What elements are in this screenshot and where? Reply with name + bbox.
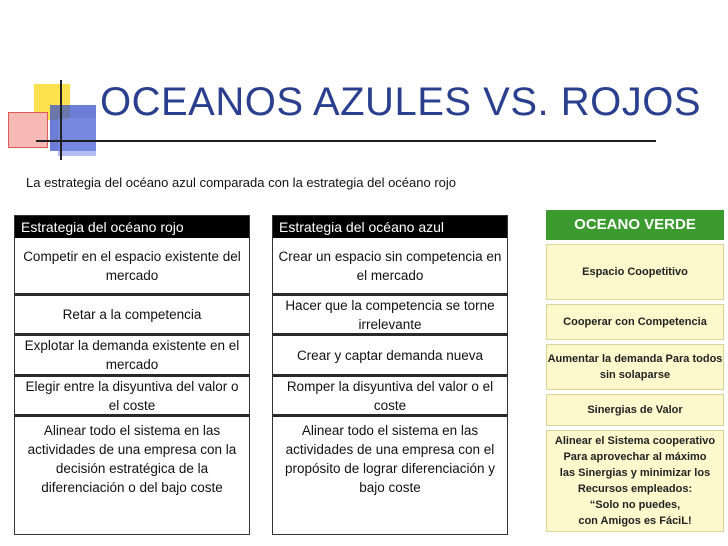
blue-table-row: Alinear todo el sistema en las actividades de una empresa con el propósito de lograr diferenciación y bajo coste [284, 423, 496, 495]
red-table-row: Explotar la demanda existente en el mercado [15, 336, 249, 377]
blue-table-row: Crear un espacio sin competencia en el mercado [273, 238, 507, 296]
green-final-line: “Solo no puedes, [589, 499, 681, 511]
blue-table-row: Romper la disyuntiva del valor o el coste [273, 377, 507, 417]
blue-table-row: Crear y captar demanda nueva [273, 336, 507, 377]
red-table-header: Estrategia del océano rojo [15, 216, 249, 238]
green-final-line: con Amigos es FáciL! [578, 515, 692, 527]
green-final-line: las Sinergias y minimizar los [559, 467, 711, 479]
green-ocean-item-final [546, 430, 724, 532]
decor-red-square [8, 112, 48, 148]
title-underline [36, 140, 656, 142]
green-ocean-item: Aumentar la demanda Para todos sin solaparse [546, 344, 724, 390]
slide-title: OCEANOS AZULES VS. ROJOS [100, 80, 702, 124]
green-ocean-column [546, 210, 724, 532]
red-table-row: Competir en el espacio existente del mercado [15, 238, 249, 296]
green-ocean-item: Cooperar con Competencia [546, 304, 724, 340]
green-final-line: Para aprovechar al máximo [563, 451, 707, 463]
green-ocean-item: Sinergias de Valor [546, 394, 724, 426]
green-ocean-header: OCEANO VERDE [546, 210, 724, 240]
green-final-line: Alinear el Sistema cooperativo [554, 435, 716, 447]
blue-table-header: Estrategia del océano azul [273, 216, 507, 238]
red-table-row: Retar a la competencia [15, 296, 249, 336]
red-ocean-table [14, 215, 250, 535]
green-ocean-item: Espacio Coopetitivo [546, 244, 724, 300]
slide-subtitle: La estrategia del océano azul comparada con la estrategia del océano rojo [26, 175, 457, 190]
blue-table-row: Hacer que la competencia se torne irrelevante [273, 296, 507, 336]
red-table-row: Alinear todo el sistema en las actividades de una empresa con la decisión estratégica de la diferenciación o del bajo coste [27, 423, 237, 495]
blue-ocean-table [272, 215, 508, 535]
red-table-row: Elegir entre la disyuntiva del valor o el coste [15, 377, 249, 417]
decor-blue-square-2 [58, 118, 96, 156]
decor-vertical-line [60, 80, 62, 160]
green-final-line: Recursos empleados: [577, 483, 693, 495]
